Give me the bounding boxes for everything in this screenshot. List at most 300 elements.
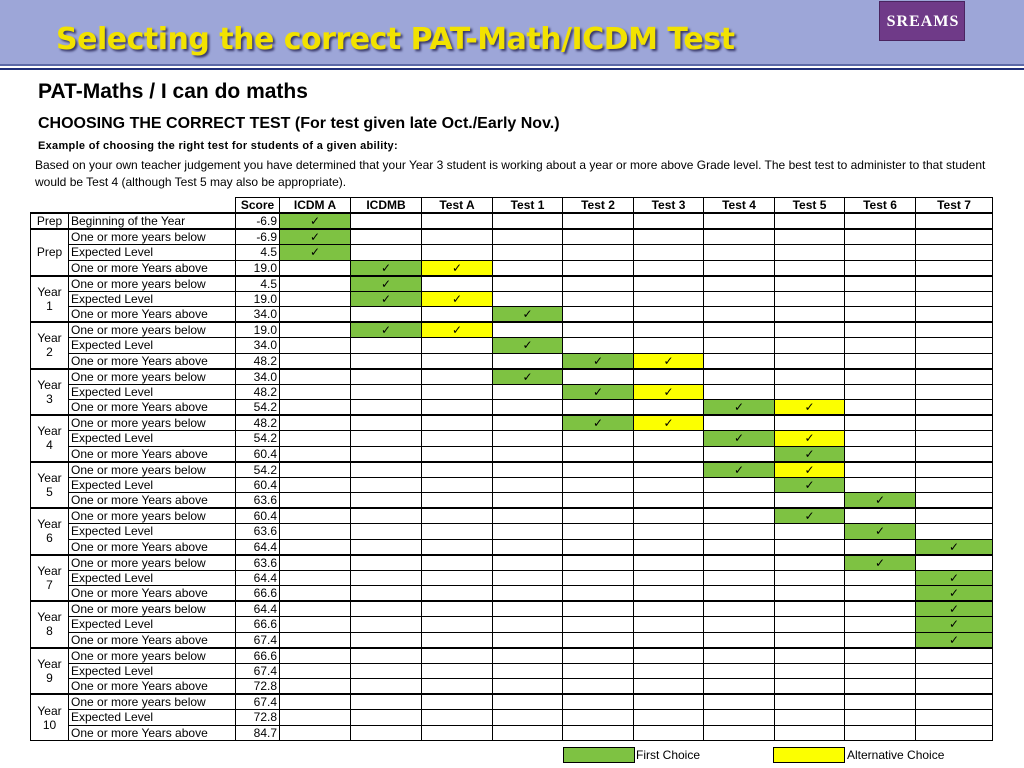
- empty-cell: [845, 462, 916, 478]
- logo-text: SREAMS: [886, 13, 960, 30]
- check-icon: ✓: [522, 338, 533, 353]
- empty-cell: [493, 710, 563, 726]
- empty-cell: [916, 446, 993, 462]
- alternative-choice-cell: [775, 431, 845, 447]
- empty-cell: [845, 617, 916, 633]
- empty-cell: [280, 694, 351, 710]
- first-choice-swatch: [563, 747, 635, 763]
- check-icon: ✓: [451, 260, 463, 275]
- stage-cell: [31, 555, 69, 602]
- check-icon: ✓: [804, 462, 815, 477]
- ability-cell: One or more Years above: [69, 353, 236, 369]
- score-cell: 72.8: [236, 679, 280, 695]
- empty-cell: [563, 555, 634, 571]
- empty-cell: [704, 307, 775, 323]
- table-row: [31, 710, 993, 726]
- empty-cell: [280, 570, 351, 586]
- check-icon: ✓: [874, 524, 886, 539]
- check-icon: ✓: [309, 245, 321, 260]
- empty-cell: [563, 477, 634, 493]
- first-choice-cell: [916, 632, 993, 648]
- empty-cell: [280, 260, 351, 276]
- empty-cell: [704, 586, 775, 602]
- empty-cell: [280, 446, 351, 462]
- first-choice-cell: [845, 524, 916, 540]
- empty-cell: [351, 369, 422, 385]
- empty-cell: [704, 260, 775, 276]
- empty-cell: [563, 213, 634, 229]
- ability-cell: One or more years below: [69, 648, 236, 664]
- stage-cell: [31, 229, 69, 276]
- check-icon: ✓: [804, 446, 815, 461]
- stage-label: 7: [46, 577, 53, 592]
- check-icon: ✓: [309, 214, 321, 228]
- empty-cell: [704, 493, 775, 509]
- empty-cell: [845, 477, 916, 493]
- example-label: Example of choosing the right test for students of a given ability:: [38, 140, 398, 152]
- first-choice-cell: [775, 446, 845, 462]
- test-header: Test 5: [775, 198, 845, 214]
- empty-cell: [634, 663, 704, 679]
- first-choice-cell: [916, 617, 993, 633]
- first-choice-label: First Choice: [636, 748, 701, 762]
- table-row: [31, 632, 993, 648]
- empty-cell: [351, 353, 422, 369]
- table-row: [31, 555, 993, 571]
- empty-cell: [351, 446, 422, 462]
- empty-cell: [775, 276, 845, 292]
- empty-cell: [351, 245, 422, 261]
- ability-cell: One or more years below: [69, 694, 236, 710]
- empty-cell: [422, 694, 493, 710]
- worksheet: [0, 68, 1024, 768]
- empty-cell: [563, 431, 634, 447]
- empty-cell: [845, 245, 916, 261]
- empty-cell: [422, 679, 493, 695]
- empty-cell: [634, 322, 704, 338]
- empty-cell: [704, 524, 775, 540]
- empty-cell: [563, 338, 634, 354]
- empty-cell: [493, 446, 563, 462]
- empty-cell: [704, 508, 775, 524]
- test-header: Test 2: [563, 198, 634, 214]
- empty-cell: [916, 338, 993, 354]
- empty-cell: [704, 663, 775, 679]
- stage-label: 5: [46, 484, 53, 499]
- stage-label: Year: [37, 656, 62, 671]
- empty-cell: [280, 338, 351, 354]
- first-choice-cell: [493, 338, 563, 354]
- empty-cell: [845, 632, 916, 648]
- empty-cell: [704, 710, 775, 726]
- check-icon: ✓: [380, 291, 392, 306]
- table-row: [31, 508, 993, 524]
- empty-cell: [916, 679, 993, 695]
- empty-cell: [845, 601, 916, 617]
- empty-cell: [634, 632, 704, 648]
- page-subheading: CHOOSING THE CORRECT TEST (For test given late Oct./Early Nov.): [38, 115, 560, 132]
- empty-cell: [422, 601, 493, 617]
- empty-cell: [845, 213, 916, 229]
- empty-cell: [422, 648, 493, 664]
- ability-cell: One or more years below: [69, 508, 236, 524]
- alternative-choice-cell: [422, 260, 493, 276]
- score-cell: 48.2: [236, 415, 280, 431]
- ability-cell: Expected Level: [69, 431, 236, 447]
- empty-cell: [280, 369, 351, 385]
- empty-cell: [845, 260, 916, 276]
- stage-label: Year: [37, 703, 62, 718]
- first-choice-cell: [280, 213, 351, 229]
- ability-cell: One or more Years above: [69, 307, 236, 323]
- empty-cell: [493, 400, 563, 416]
- check-icon: ✓: [733, 462, 745, 477]
- sreams-logo: [879, 1, 965, 41]
- empty-cell: [775, 213, 845, 229]
- empty-cell: [634, 338, 704, 354]
- empty-cell: [704, 725, 775, 741]
- table-row: [31, 353, 993, 369]
- empty-cell: [563, 586, 634, 602]
- ability-cell: One or more Years above: [69, 679, 236, 695]
- empty-cell: [280, 353, 351, 369]
- empty-cell: [280, 384, 351, 400]
- score-cell: 54.2: [236, 431, 280, 447]
- stage-label: 3: [46, 391, 53, 406]
- empty-cell: [563, 446, 634, 462]
- stage-cell: [31, 694, 69, 741]
- ability-cell: Expected Level: [69, 338, 236, 354]
- score-cell: 4.5: [236, 245, 280, 261]
- empty-cell: [704, 648, 775, 664]
- empty-cell: [351, 694, 422, 710]
- empty-cell: [493, 322, 563, 338]
- empty-cell: [563, 570, 634, 586]
- empty-cell: [704, 570, 775, 586]
- score-cell: 64.4: [236, 601, 280, 617]
- check-icon: ✓: [733, 400, 745, 414]
- empty-cell: [422, 400, 493, 416]
- title-banner: [0, 0, 1024, 66]
- table-row: [31, 245, 993, 261]
- check-icon: ✓: [380, 323, 392, 337]
- empty-cell: [351, 384, 422, 400]
- stage-label: Year: [37, 470, 62, 485]
- ability-cell: Expected Level: [69, 477, 236, 493]
- test-selection-table: [30, 197, 993, 741]
- empty-cell: [775, 307, 845, 323]
- test-header: ICDMB: [351, 198, 422, 214]
- score-header: Score: [236, 198, 280, 214]
- empty-cell: [775, 694, 845, 710]
- stage-cell: [31, 415, 69, 462]
- empty-cell: [845, 710, 916, 726]
- empty-cell: [493, 276, 563, 292]
- ability-cell: One or more years below: [69, 369, 236, 385]
- check-icon: ✓: [522, 369, 533, 384]
- empty-cell: [351, 415, 422, 431]
- score-cell: 66.6: [236, 617, 280, 633]
- empty-cell: [351, 601, 422, 617]
- empty-cell: [634, 477, 704, 493]
- empty-cell: [916, 260, 993, 276]
- stage-label: 2: [46, 345, 53, 360]
- score-cell: 66.6: [236, 586, 280, 602]
- empty-cell: [916, 462, 993, 478]
- empty-cell: [704, 245, 775, 261]
- stage-label: Year: [37, 284, 62, 299]
- empty-cell: [422, 493, 493, 509]
- empty-cell: [845, 446, 916, 462]
- check-icon: ✓: [804, 431, 815, 446]
- stage-label: 9: [46, 670, 53, 685]
- table-row: [31, 431, 993, 447]
- score-cell: 34.0: [236, 338, 280, 354]
- empty-cell: [704, 415, 775, 431]
- empty-cell: [422, 384, 493, 400]
- empty-cell: [845, 570, 916, 586]
- empty-cell: [493, 524, 563, 540]
- ability-cell: One or more Years above: [69, 632, 236, 648]
- empty-cell: [845, 648, 916, 664]
- empty-cell: [422, 508, 493, 524]
- check-icon: ✓: [948, 539, 960, 554]
- check-icon: ✓: [804, 509, 815, 523]
- slide-title: Selecting the correct PAT-Math/ICDM Test: [56, 22, 735, 57]
- empty-cell: [422, 524, 493, 540]
- empty-cell: [775, 384, 845, 400]
- score-cell: 64.4: [236, 539, 280, 555]
- stage-label: 1: [46, 298, 53, 313]
- check-icon: ✓: [592, 384, 604, 399]
- empty-cell: [845, 229, 916, 245]
- empty-cell: [845, 291, 916, 307]
- empty-cell: [493, 353, 563, 369]
- score-cell: 4.5: [236, 276, 280, 292]
- score-cell: 48.2: [236, 384, 280, 400]
- empty-cell: [563, 462, 634, 478]
- table-row: [31, 586, 993, 602]
- first-choice-cell: [351, 276, 422, 292]
- empty-cell: [493, 539, 563, 555]
- empty-cell: [775, 663, 845, 679]
- ability-cell: One or more years below: [69, 601, 236, 617]
- empty-cell: [563, 229, 634, 245]
- empty-cell: [493, 260, 563, 276]
- test-header: Test 7: [916, 198, 993, 214]
- check-icon: ✓: [380, 276, 392, 291]
- ability-cell: Expected Level: [69, 291, 236, 307]
- empty-cell: [422, 245, 493, 261]
- stage-cell: [31, 648, 69, 695]
- check-icon: ✓: [592, 416, 604, 430]
- empty-cell: [775, 648, 845, 664]
- header-spacer: [31, 198, 69, 214]
- check-icon: ✓: [380, 260, 392, 275]
- empty-cell: [280, 586, 351, 602]
- empty-cell: [563, 508, 634, 524]
- empty-cell: [351, 477, 422, 493]
- first-choice-cell: [704, 431, 775, 447]
- stage-label: 4: [46, 438, 53, 453]
- score-cell: 60.4: [236, 446, 280, 462]
- ability-cell: Expected Level: [69, 245, 236, 261]
- empty-cell: [280, 322, 351, 338]
- empty-cell: [422, 338, 493, 354]
- table-row: [31, 260, 993, 276]
- empty-cell: [775, 725, 845, 741]
- empty-cell: [704, 291, 775, 307]
- score-cell: 19.0: [236, 260, 280, 276]
- check-icon: ✓: [451, 291, 463, 306]
- empty-cell: [916, 307, 993, 323]
- table-row: [31, 369, 993, 385]
- ability-cell: One or more years below: [69, 462, 236, 478]
- empty-cell: [351, 493, 422, 509]
- first-choice-cell: [704, 462, 775, 478]
- empty-cell: [634, 555, 704, 571]
- empty-cell: [563, 400, 634, 416]
- empty-cell: [704, 369, 775, 385]
- first-choice-cell: [845, 493, 916, 509]
- empty-cell: [845, 384, 916, 400]
- empty-cell: [493, 493, 563, 509]
- empty-cell: [280, 648, 351, 664]
- empty-cell: [634, 276, 704, 292]
- empty-cell: [634, 229, 704, 245]
- empty-cell: [775, 338, 845, 354]
- check-icon: ✓: [948, 632, 960, 647]
- score-cell: 34.0: [236, 369, 280, 385]
- empty-cell: [634, 524, 704, 540]
- empty-cell: [493, 291, 563, 307]
- check-icon: ✓: [663, 384, 674, 399]
- ability-cell: One or more years below: [69, 229, 236, 245]
- empty-cell: [493, 632, 563, 648]
- empty-cell: [634, 369, 704, 385]
- empty-cell: [634, 725, 704, 741]
- empty-cell: [704, 213, 775, 229]
- empty-cell: [422, 369, 493, 385]
- test-header: Test 4: [704, 198, 775, 214]
- empty-cell: [280, 276, 351, 292]
- table-row: [31, 524, 993, 540]
- first-choice-cell: [916, 539, 993, 555]
- empty-cell: [351, 710, 422, 726]
- ability-cell: One or more years below: [69, 555, 236, 571]
- score-cell: 66.6: [236, 648, 280, 664]
- empty-cell: [845, 307, 916, 323]
- score-cell: -6.9: [236, 229, 280, 245]
- score-cell: 64.4: [236, 570, 280, 586]
- stage-label: Year: [37, 377, 62, 392]
- first-choice-cell: [775, 477, 845, 493]
- empty-cell: [704, 555, 775, 571]
- empty-cell: [351, 229, 422, 245]
- empty-cell: [916, 400, 993, 416]
- ability-cell: One or more Years above: [69, 446, 236, 462]
- first-choice-cell: [916, 570, 993, 586]
- check-icon: ✓: [592, 353, 604, 368]
- empty-cell: [634, 260, 704, 276]
- empty-cell: [704, 446, 775, 462]
- stage-cell: [31, 276, 69, 323]
- ability-cell: One or more Years above: [69, 586, 236, 602]
- empty-cell: [493, 462, 563, 478]
- check-icon: ✓: [663, 416, 674, 430]
- table-row: [31, 415, 993, 431]
- empty-cell: [422, 276, 493, 292]
- ability-cell: Expected Level: [69, 524, 236, 540]
- table-row: [31, 679, 993, 695]
- empty-cell: [493, 570, 563, 586]
- empty-cell: [351, 508, 422, 524]
- empty-cell: [845, 400, 916, 416]
- empty-cell: [775, 493, 845, 509]
- empty-cell: [916, 694, 993, 710]
- score-cell: 54.2: [236, 400, 280, 416]
- table-row: [31, 477, 993, 493]
- empty-cell: [280, 679, 351, 695]
- table-row: [31, 663, 993, 679]
- empty-cell: [563, 710, 634, 726]
- score-cell: 67.4: [236, 663, 280, 679]
- table-row: [31, 213, 993, 229]
- empty-cell: [563, 632, 634, 648]
- ability-cell: Expected Level: [69, 710, 236, 726]
- empty-cell: [422, 555, 493, 571]
- alternative-choice-cell: [634, 353, 704, 369]
- table-row: [31, 229, 993, 245]
- empty-cell: [351, 632, 422, 648]
- empty-cell: [563, 276, 634, 292]
- first-choice-cell: [563, 353, 634, 369]
- empty-cell: [493, 213, 563, 229]
- empty-cell: [634, 539, 704, 555]
- empty-cell: [280, 291, 351, 307]
- empty-cell: [351, 570, 422, 586]
- score-cell: 67.4: [236, 632, 280, 648]
- table-row: [31, 570, 993, 586]
- empty-cell: [280, 632, 351, 648]
- table-row: [31, 291, 993, 307]
- ability-cell: One or more Years above: [69, 493, 236, 509]
- empty-cell: [916, 431, 993, 447]
- empty-cell: [916, 353, 993, 369]
- stage-label: Year: [37, 517, 62, 532]
- empty-cell: [351, 617, 422, 633]
- empty-cell: [493, 648, 563, 664]
- empty-cell: [845, 338, 916, 354]
- stage-cell: [31, 601, 69, 648]
- ability-cell: One or more Years above: [69, 725, 236, 741]
- empty-cell: [280, 415, 351, 431]
- empty-cell: [916, 725, 993, 741]
- empty-cell: [493, 229, 563, 245]
- empty-cell: [563, 291, 634, 307]
- stage-label: Year: [37, 331, 62, 346]
- empty-cell: [563, 663, 634, 679]
- first-choice-cell: [916, 601, 993, 617]
- empty-cell: [563, 601, 634, 617]
- empty-cell: [704, 353, 775, 369]
- empty-cell: [634, 694, 704, 710]
- table-row: [31, 462, 993, 478]
- empty-cell: [280, 431, 351, 447]
- empty-cell: [845, 415, 916, 431]
- table-header-row: [31, 198, 993, 214]
- empty-cell: [634, 291, 704, 307]
